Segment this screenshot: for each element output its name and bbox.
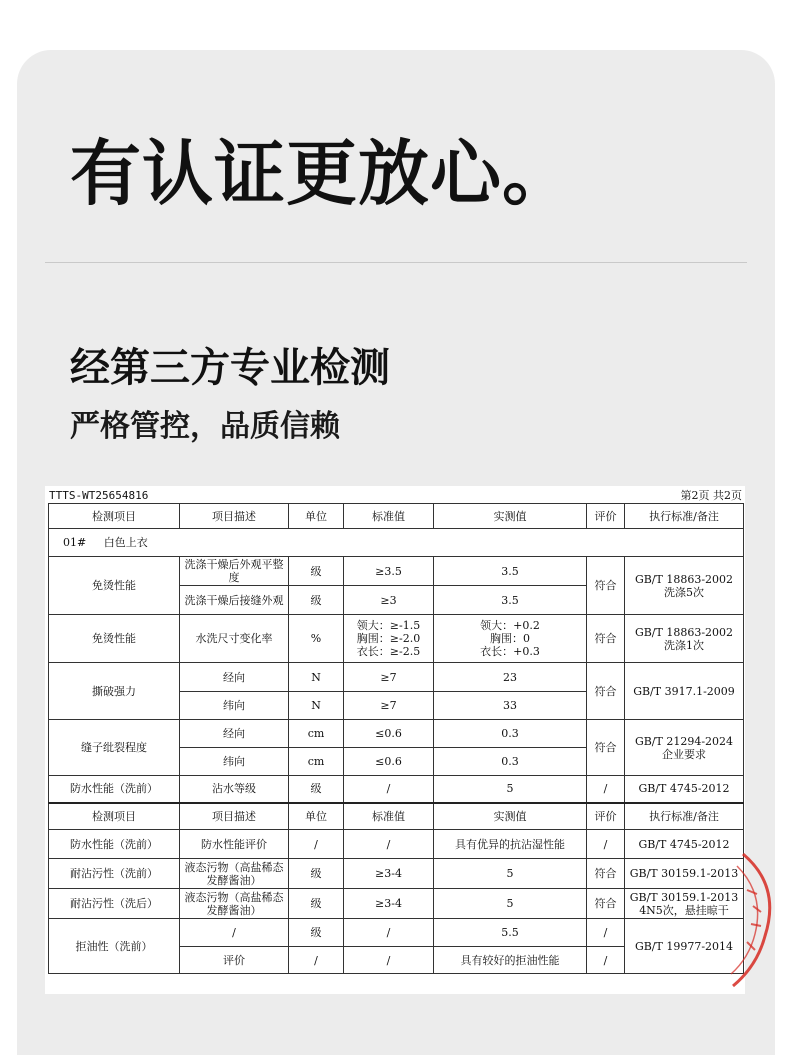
item-cell: 防水性能（洗前） bbox=[49, 776, 180, 803]
header-cell: 实测值 bbox=[434, 803, 587, 830]
unit-cell: 级 bbox=[289, 776, 344, 803]
standard-note: 企业要求 bbox=[662, 747, 706, 761]
unit-cell: 级 bbox=[289, 859, 344, 889]
eval-cell: / bbox=[587, 776, 625, 803]
header-cell: 单位 bbox=[289, 504, 344, 529]
header-cell: 项目描述 bbox=[180, 504, 289, 529]
header-cell: 评价 bbox=[587, 504, 625, 529]
standard-cell bbox=[625, 889, 744, 919]
std-value-cell: ≥7 bbox=[344, 663, 434, 692]
table-row bbox=[49, 557, 744, 586]
desc-cell: 洗涤干燥后接缝外观 bbox=[180, 586, 289, 615]
item-cell: 耐沾污性（洗前） bbox=[49, 859, 180, 889]
standard-cell bbox=[625, 557, 744, 615]
item-cell: 耐沾污性（洗后） bbox=[49, 889, 180, 919]
table-row bbox=[49, 776, 744, 803]
unit-cell: cm bbox=[289, 748, 344, 776]
standard-cell: GB/T 19977-2014 bbox=[625, 919, 744, 974]
unit-cell: 级 bbox=[289, 586, 344, 615]
sample-cell bbox=[49, 529, 744, 557]
std-value-cell: / bbox=[344, 776, 434, 803]
std-value-cell: / bbox=[344, 830, 434, 859]
eval-cell: 符合 bbox=[587, 663, 625, 720]
table-row bbox=[49, 830, 744, 859]
table-row bbox=[49, 919, 744, 947]
unit-cell: N bbox=[289, 663, 344, 692]
item-cell: 撕破强力 bbox=[49, 663, 180, 720]
tagline: 严格管控，品质信赖 bbox=[70, 409, 340, 444]
measured-cell: 33 bbox=[434, 692, 587, 720]
measured-cell: 3.5 bbox=[434, 557, 587, 586]
measured-line: 衣长：+0.3 bbox=[480, 645, 540, 658]
standard-cell: GB/T 4745-2012 bbox=[625, 776, 744, 803]
eval-cell: / bbox=[587, 830, 625, 859]
measured-cell: 5 bbox=[434, 776, 587, 803]
measured-cell bbox=[434, 615, 587, 663]
desc-cell: 水洗尺寸变化率 bbox=[180, 615, 289, 663]
standard-note: 4N5次，悬挂晾干 bbox=[639, 903, 729, 917]
std-value-cell: ≥3-4 bbox=[344, 889, 434, 919]
measured-cell: 5 bbox=[434, 889, 587, 919]
desc-cell: 纬向 bbox=[180, 692, 289, 720]
standard-code: GB/T 18863-2002 bbox=[634, 625, 734, 639]
measured-cell: 5.5 bbox=[434, 919, 587, 947]
header-cell: 评价 bbox=[587, 803, 625, 830]
header-cell: 检测项目 bbox=[49, 803, 180, 830]
sample-name: 白色上衣 bbox=[103, 536, 148, 549]
eval-cell: / bbox=[587, 947, 625, 974]
table-row bbox=[49, 663, 744, 692]
report-header bbox=[48, 489, 742, 503]
desc-cell: 洗涤干燥后外观平整度 bbox=[180, 557, 289, 586]
standard-code: GB/T 18863-2002 bbox=[634, 572, 734, 586]
page-info: 第2页 共2页 bbox=[680, 489, 742, 502]
measured-cell: 0.3 bbox=[434, 748, 587, 776]
std-value-cell: ≥7 bbox=[344, 692, 434, 720]
unit-cell: cm bbox=[289, 720, 344, 748]
results-table bbox=[48, 503, 744, 974]
subheading: 经第三方专业检测 bbox=[70, 345, 390, 391]
standard-cell: GB/T 30159.1-2013 bbox=[625, 859, 744, 889]
std-value-cell: / bbox=[344, 919, 434, 947]
std-line: 胸围：≥-2.0 bbox=[356, 632, 421, 645]
measured-cell: 5 bbox=[434, 859, 587, 889]
header-cell: 项目描述 bbox=[180, 803, 289, 830]
test-report-image bbox=[45, 486, 745, 994]
eval-cell: 符合 bbox=[587, 557, 625, 615]
measured-cell: 23 bbox=[434, 663, 587, 692]
desc-cell: 防水性能评价 bbox=[180, 830, 289, 859]
item-cell: 拒油性（洗前） bbox=[49, 919, 180, 974]
header-cell: 执行标准/备注 bbox=[625, 504, 744, 529]
standard-note: 洗涤5次 bbox=[664, 585, 704, 599]
std-value-cell: ≤0.6 bbox=[344, 720, 434, 748]
unit-cell: 级 bbox=[289, 889, 344, 919]
table-row bbox=[49, 615, 744, 663]
unit-cell: 级 bbox=[289, 919, 344, 947]
standard-cell bbox=[625, 720, 744, 776]
std-value-cell bbox=[344, 615, 434, 663]
header-cell: 执行标准/备注 bbox=[625, 803, 744, 830]
desc-cell: 液态污物（高盐稀态发酵酱油） bbox=[180, 889, 289, 919]
sample-row bbox=[49, 529, 744, 557]
measured-line: 胸围：0 bbox=[490, 632, 530, 645]
desc-cell: 液态污物（高盐稀态发酵酱油） bbox=[180, 859, 289, 889]
item-cell: 免烫性能 bbox=[49, 615, 180, 663]
measured-cell: 3.5 bbox=[434, 586, 587, 615]
eval-cell: 符合 bbox=[587, 889, 625, 919]
measured-cell: 具有优异的抗沾湿性能 bbox=[434, 830, 587, 859]
unit-cell: / bbox=[289, 830, 344, 859]
std-line: 领大：≥-1.5 bbox=[356, 619, 421, 632]
standard-cell bbox=[625, 615, 744, 663]
standard-code: GB/T 30159.1-2013 bbox=[629, 890, 739, 904]
header-cell: 单位 bbox=[289, 803, 344, 830]
sample-number: 01# bbox=[63, 536, 87, 549]
measured-cell: 0.3 bbox=[434, 720, 587, 748]
desc-cell: 纬向 bbox=[180, 748, 289, 776]
table-row bbox=[49, 859, 744, 889]
measured-line: 领大：+0.2 bbox=[480, 619, 540, 632]
desc-cell: 沾水等级 bbox=[180, 776, 289, 803]
std-value-cell: ≥3.5 bbox=[344, 557, 434, 586]
unit-cell: / bbox=[289, 947, 344, 974]
header-cell: 标准值 bbox=[344, 504, 434, 529]
standard-note: 洗涤1次 bbox=[664, 638, 704, 652]
item-cell: 防水性能（洗前） bbox=[49, 830, 180, 859]
table-header-row bbox=[49, 803, 744, 830]
eval-cell: 符合 bbox=[587, 615, 625, 663]
std-value-cell: ≥3-4 bbox=[344, 859, 434, 889]
headline: 有认证更放心。 bbox=[70, 132, 575, 215]
std-value-cell: ≥3 bbox=[344, 586, 434, 615]
eval-cell: / bbox=[587, 919, 625, 947]
eval-cell: 符合 bbox=[587, 859, 625, 889]
standard-code: GB/T 21294-2024 bbox=[634, 734, 734, 748]
unit-cell: % bbox=[289, 615, 344, 663]
unit-cell: N bbox=[289, 692, 344, 720]
desc-cell: / bbox=[180, 919, 289, 947]
header-cell: 检测项目 bbox=[49, 504, 180, 529]
std-value-cell: ≤0.6 bbox=[344, 748, 434, 776]
section-divider bbox=[45, 262, 747, 263]
desc-cell: 评价 bbox=[180, 947, 289, 974]
eval-cell: 符合 bbox=[587, 720, 625, 776]
std-value-cell: / bbox=[344, 947, 434, 974]
desc-cell: 经向 bbox=[180, 720, 289, 748]
item-cell: 缝子纰裂程度 bbox=[49, 720, 180, 776]
report-id: TTTS-WT25654816 bbox=[49, 489, 149, 502]
standard-cell: GB/T 4745-2012 bbox=[625, 830, 744, 859]
desc-cell: 经向 bbox=[180, 663, 289, 692]
unit-cell: 级 bbox=[289, 557, 344, 586]
table-row bbox=[49, 720, 744, 748]
std-line: 衣长：≥-2.5 bbox=[356, 645, 421, 658]
header-cell: 标准值 bbox=[344, 803, 434, 830]
table-row bbox=[49, 889, 744, 919]
item-cell: 免烫性能 bbox=[49, 557, 180, 615]
standard-cell: GB/T 3917.1-2009 bbox=[625, 663, 744, 720]
header-cell: 实测值 bbox=[434, 504, 587, 529]
measured-cell: 具有较好的拒油性能 bbox=[434, 947, 587, 974]
table-header-row bbox=[49, 504, 744, 529]
